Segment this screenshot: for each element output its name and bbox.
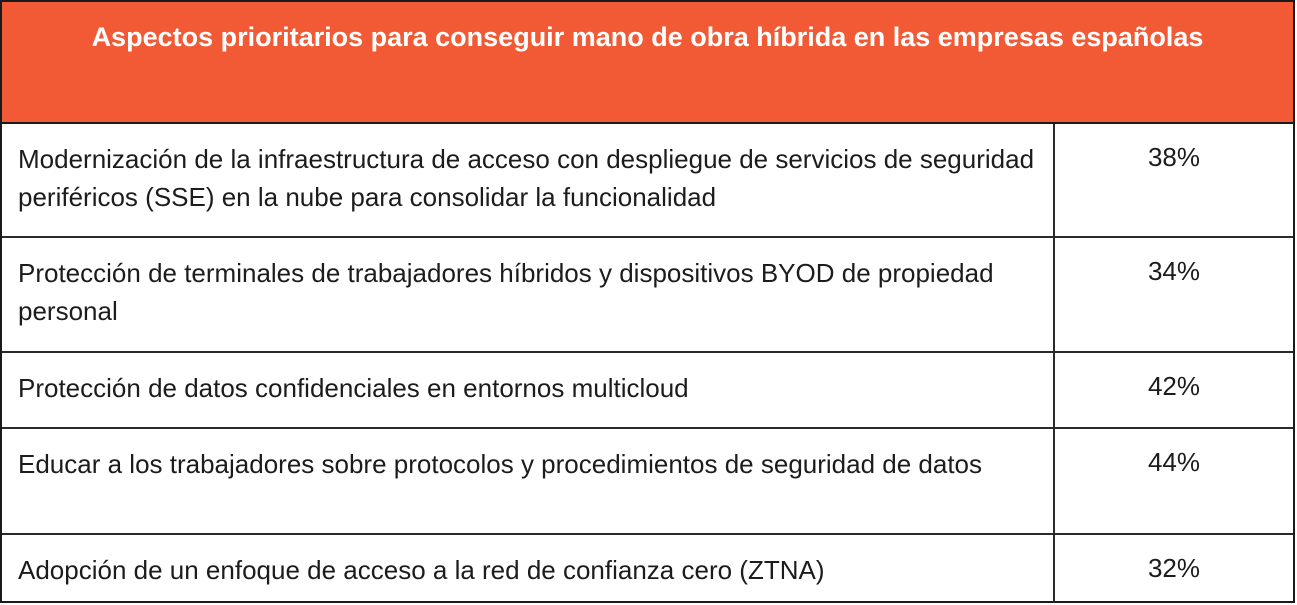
row-value: 42% (1147, 371, 1201, 401)
table-row (2, 238, 1293, 353)
table-row (2, 353, 1293, 429)
row-label: Educar a los trabajadores sobre protocolos y procedimientos de seguridad de datos (2, 429, 1055, 533)
row-value: 32% (1147, 553, 1201, 583)
row-label: Protección de datos confidenciales en entornos multicloud (2, 353, 1055, 427)
row-label: Protección de terminales de trabajadores híbridos y dispositivos BYOD de propiedad personal (2, 238, 1055, 351)
row-value: 44% (1147, 447, 1201, 477)
table-row (2, 429, 1293, 535)
row-label: Adopción de un enfoque de acceso a la red de confianza cero (ZTNA) (2, 535, 1055, 603)
table-title: Aspectos prioritarios para conseguir mano de obra híbrida en las empresas españolas (2, 2, 1293, 124)
row-value: 34% (1147, 256, 1201, 286)
table-row (2, 535, 1293, 603)
row-label: Modernización de la infraestructura de acceso con despliegue de servicios de seguridad periféricos (SSE) en la nube para consolidar la funcionalidad (2, 124, 1055, 236)
row-value: 38% (1147, 142, 1201, 172)
table-row (2, 124, 1293, 238)
